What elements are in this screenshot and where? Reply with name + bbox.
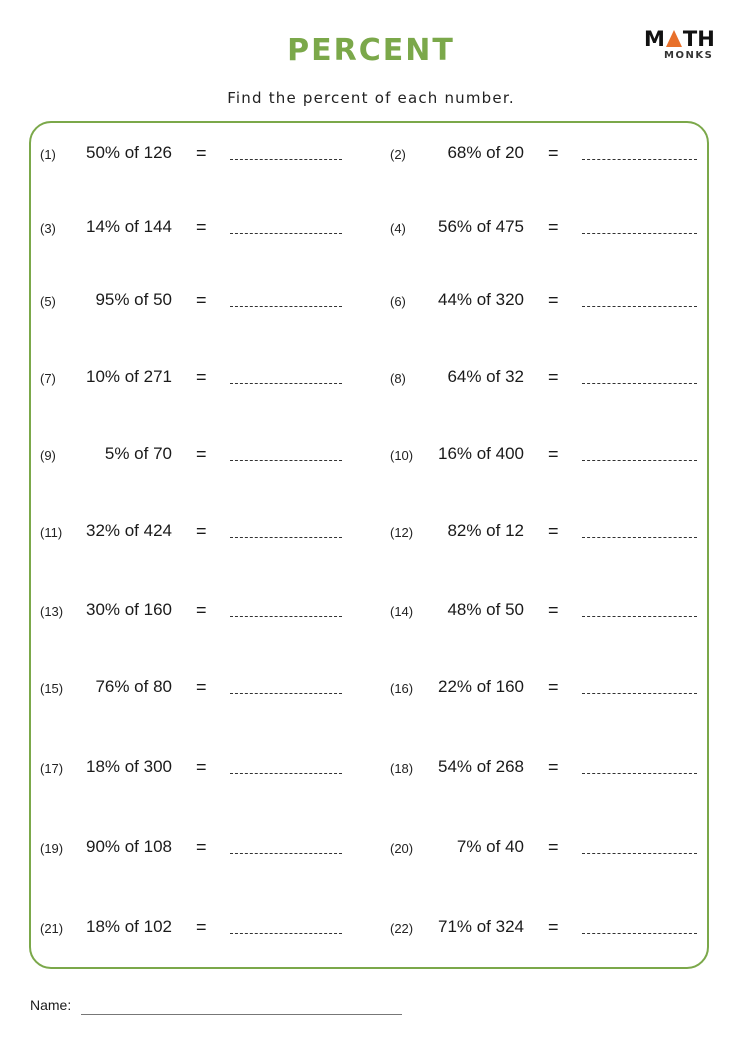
equals-sign: =: [548, 367, 559, 387]
equals-sign: =: [548, 521, 559, 541]
problem-number: (7): [40, 371, 56, 386]
equals-sign: =: [196, 367, 207, 387]
problem-number: (5): [40, 294, 56, 309]
answer-blank[interactable]: [230, 383, 342, 384]
problem-expression: 64% of 32: [447, 367, 524, 386]
problem-item: [352, 917, 742, 945]
problem-item: [352, 290, 742, 318]
logo-wordmark: M TH: [644, 27, 715, 51]
problem-expression: 95% of 50: [95, 290, 172, 309]
problem-expression: 44% of 320: [437, 290, 524, 309]
answer-blank[interactable]: [230, 460, 342, 461]
problem-expression: 68% of 20: [447, 143, 524, 162]
equals-sign: =: [196, 837, 207, 857]
problem-number: (2): [390, 147, 406, 162]
problem-number: (1): [40, 147, 56, 162]
math-monks-logo: [640, 27, 720, 63]
equals-sign: =: [196, 143, 207, 163]
problem-item: [0, 217, 390, 245]
problem-expression: 48% of 50: [447, 600, 524, 619]
equals-sign: =: [548, 143, 559, 163]
problem-number: (4): [390, 221, 406, 236]
problem-number: (19): [40, 841, 64, 856]
problem-item: [352, 143, 742, 171]
equals-sign: =: [196, 290, 207, 310]
problem-item: [352, 367, 742, 395]
problem-expression: 71% of 324: [437, 917, 524, 936]
answer-blank[interactable]: [230, 233, 342, 234]
answer-blank[interactable]: [582, 233, 697, 234]
problem-item: [352, 677, 742, 705]
problem-expression: 82% of 12: [447, 521, 524, 540]
equals-sign: =: [548, 917, 559, 937]
equals-sign: =: [548, 837, 559, 857]
equals-sign: =: [196, 521, 207, 541]
problem-number: (20): [390, 841, 414, 856]
problem-item: [0, 600, 390, 628]
problem-item: [352, 444, 742, 472]
answer-blank[interactable]: [230, 616, 342, 617]
problem-item: [0, 367, 390, 395]
problem-number: (12): [390, 525, 414, 540]
problem-item: [0, 677, 390, 705]
problem-expression: 54% of 268: [437, 757, 524, 776]
triangle-icon: [666, 30, 682, 47]
equals-sign: =: [548, 444, 559, 464]
problem-item: [352, 600, 742, 628]
problem-number: (16): [390, 681, 414, 696]
equals-sign: =: [548, 677, 559, 697]
problem-number: (18): [390, 761, 414, 776]
problem-item: [352, 757, 742, 785]
problem-number: (15): [40, 681, 64, 696]
page-title: PERCENT: [287, 33, 455, 68]
logo-subtext: MONKS: [664, 50, 714, 61]
problem-number: (6): [390, 294, 406, 309]
problem-number: (13): [40, 604, 64, 619]
problem-item: [352, 217, 742, 245]
equals-sign: =: [196, 677, 207, 697]
answer-blank[interactable]: [230, 159, 342, 160]
answer-blank[interactable]: [582, 933, 697, 934]
answer-blank[interactable]: [582, 537, 697, 538]
equals-sign: =: [196, 917, 207, 937]
problem-number: (8): [390, 371, 406, 386]
equals-sign: =: [548, 757, 559, 777]
problem-expression: 14% of 144: [85, 217, 172, 236]
answer-blank[interactable]: [230, 693, 342, 694]
answer-blank[interactable]: [582, 693, 697, 694]
problem-item: [0, 444, 390, 472]
problem-expression: 90% of 108: [85, 837, 172, 856]
problem-expression: 56% of 475: [437, 217, 524, 236]
answer-blank[interactable]: [230, 773, 342, 774]
equals-sign: =: [548, 600, 559, 620]
answer-blank[interactable]: [582, 306, 697, 307]
answer-blank[interactable]: [582, 773, 697, 774]
instructions: Find the percent of each number.: [227, 89, 515, 107]
equals-sign: =: [196, 600, 207, 620]
equals-sign: =: [196, 757, 207, 777]
problem-item: [0, 521, 390, 549]
problem-item: [0, 837, 390, 865]
answer-blank[interactable]: [582, 460, 697, 461]
equals-sign: =: [548, 217, 559, 237]
problem-item: [352, 521, 742, 549]
problem-item: [0, 290, 390, 318]
equals-sign: =: [196, 217, 207, 237]
problem-expression: 30% of 160: [85, 600, 172, 619]
problem-item: [0, 917, 390, 945]
problem-expression: 7% of 40: [456, 837, 524, 856]
problem-number: (3): [40, 221, 56, 236]
answer-blank[interactable]: [230, 853, 342, 854]
problem-expression: 32% of 424: [85, 521, 172, 540]
problem-item: [0, 757, 390, 785]
problem-expression: 18% of 102: [85, 917, 172, 936]
answer-blank[interactable]: [582, 616, 697, 617]
problem-expression: 18% of 300: [85, 757, 172, 776]
problem-number: (14): [390, 604, 414, 619]
answer-blank[interactable]: [582, 383, 697, 384]
answer-blank[interactable]: [230, 537, 342, 538]
problem-item: [352, 837, 742, 865]
answer-blank[interactable]: [230, 933, 342, 934]
problem-expression: 5% of 70: [104, 444, 172, 463]
problem-expression: 16% of 400: [437, 444, 524, 463]
name-label: Name:: [30, 997, 72, 1013]
problem-expression: 22% of 160: [437, 677, 524, 696]
problem-number: (21): [40, 921, 64, 936]
problem-expression: 10% of 271: [85, 367, 172, 386]
problem-expression: 76% of 80: [95, 677, 172, 696]
problem-number: (22): [390, 921, 414, 936]
problem-expression: 50% of 126: [85, 143, 172, 162]
equals-sign: =: [196, 444, 207, 464]
problem-number: (17): [40, 761, 64, 776]
equals-sign: =: [548, 290, 559, 310]
answer-blank[interactable]: [582, 853, 697, 854]
answer-blank[interactable]: [582, 159, 697, 160]
problem-number: (10): [390, 448, 414, 463]
problem-number: (11): [40, 525, 63, 540]
name-field[interactable]: [81, 1014, 402, 1015]
problem-item: [0, 143, 390, 171]
problem-number: (9): [40, 448, 56, 463]
answer-blank[interactable]: [230, 306, 342, 307]
